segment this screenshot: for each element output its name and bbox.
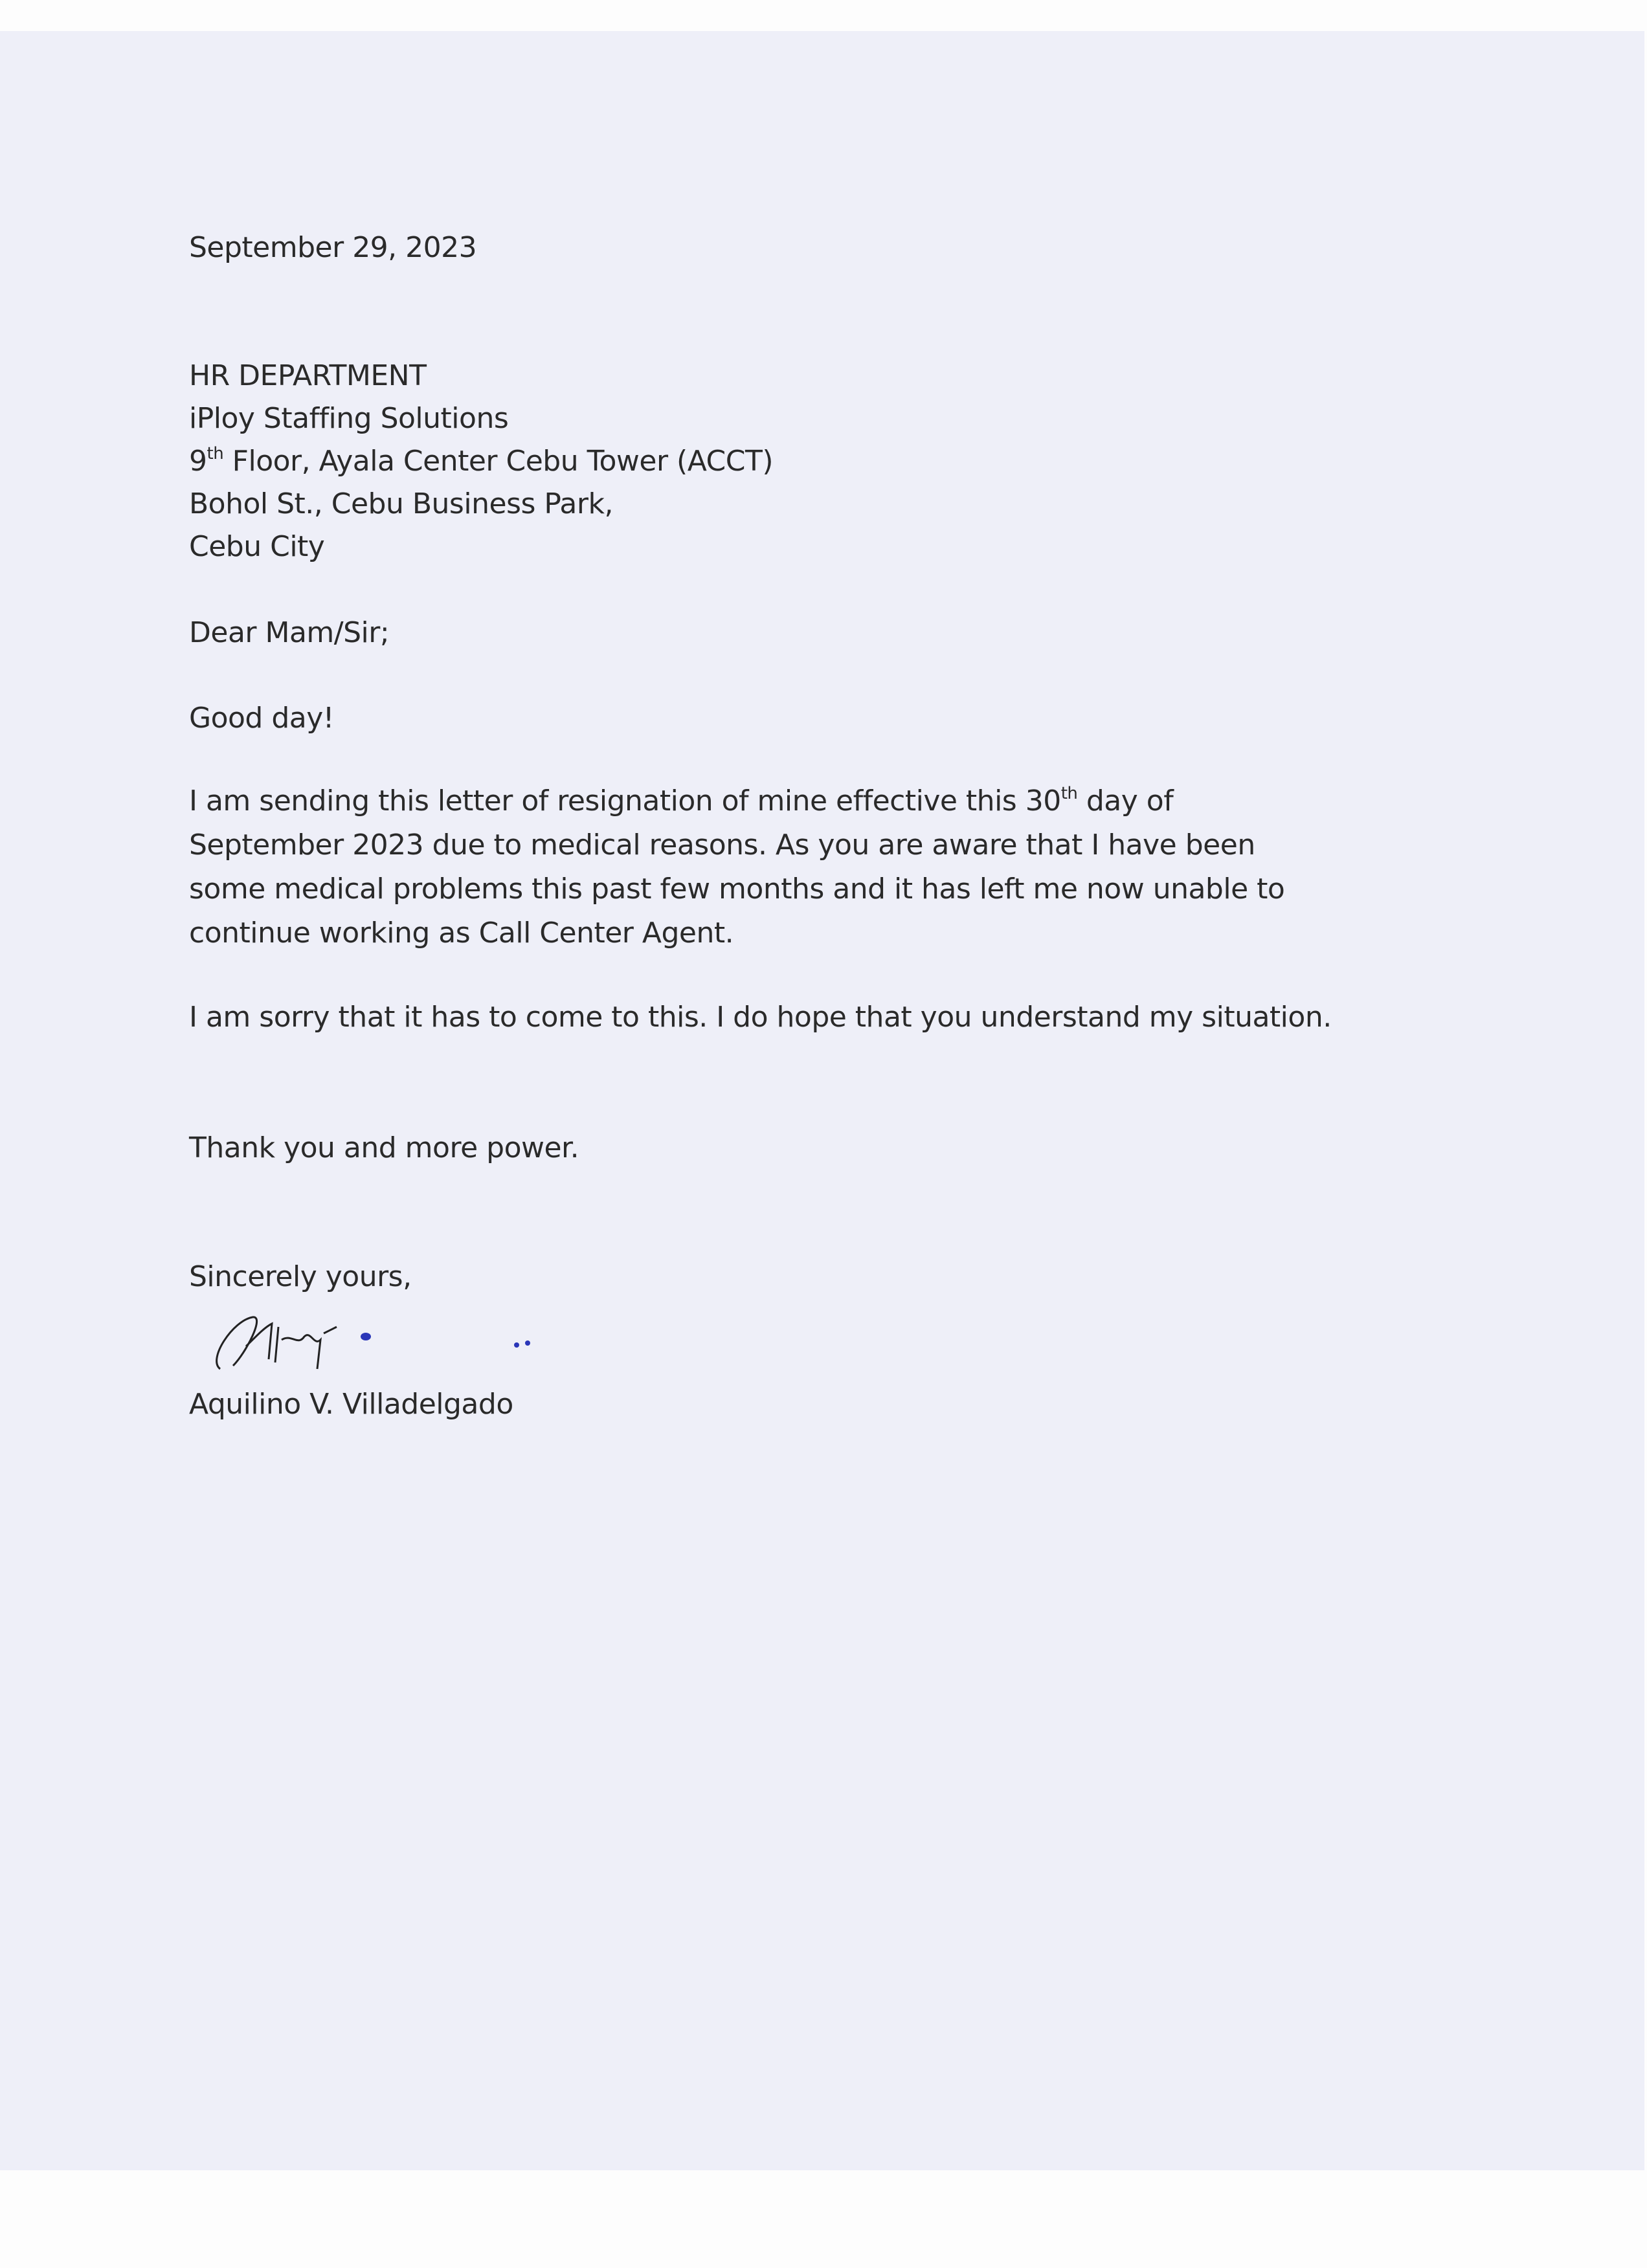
signatory-name: Aquilino V. Villadelgado (189, 1388, 513, 1421)
line-text: I am sending this letter of resignation of mine effective this 30 (189, 784, 1061, 817)
line-text: day of (1077, 784, 1174, 817)
handwritten-signature (207, 1307, 570, 1379)
recipient-floor (189, 440, 773, 483)
floor-number: 9 (189, 445, 207, 478)
recipient-company: iPloy Staffing Solutions (189, 402, 509, 435)
paragraph-line: continue working as Call Center Agent. (189, 917, 734, 950)
body-paragraph-2: I am sorry that it has to come to this. I do hope that you understand my situation. (189, 1001, 1332, 1034)
recipient-city: Cebu City (189, 530, 325, 563)
greeting: Good day! (189, 702, 334, 735)
letter-date: September 29, 2023 (189, 231, 477, 264)
closing: Sincerely yours, (189, 1260, 412, 1293)
paragraph-line (189, 780, 1173, 823)
floor-building: Floor, Ayala Center Cebu Tower (ACCT) (223, 445, 774, 478)
ordinal-suffix: th (1060, 784, 1078, 803)
thanks-line: Thank you and more power. (189, 1131, 579, 1164)
paragraph-line: some medical problems this past few months and it has left me now unable to (189, 873, 1285, 906)
letter-paper (0, 31, 1644, 2170)
paragraph-line: September 2023 due to medical reasons. As you are aware that I have been (189, 828, 1255, 862)
recipient-street: Bohol St., Cebu Business Park, (189, 487, 613, 520)
salutation: Dear Mam/Sir; (189, 616, 390, 649)
floor-suffix: th (207, 444, 224, 463)
recipient-department: HR DEPARTMENT (189, 359, 427, 392)
